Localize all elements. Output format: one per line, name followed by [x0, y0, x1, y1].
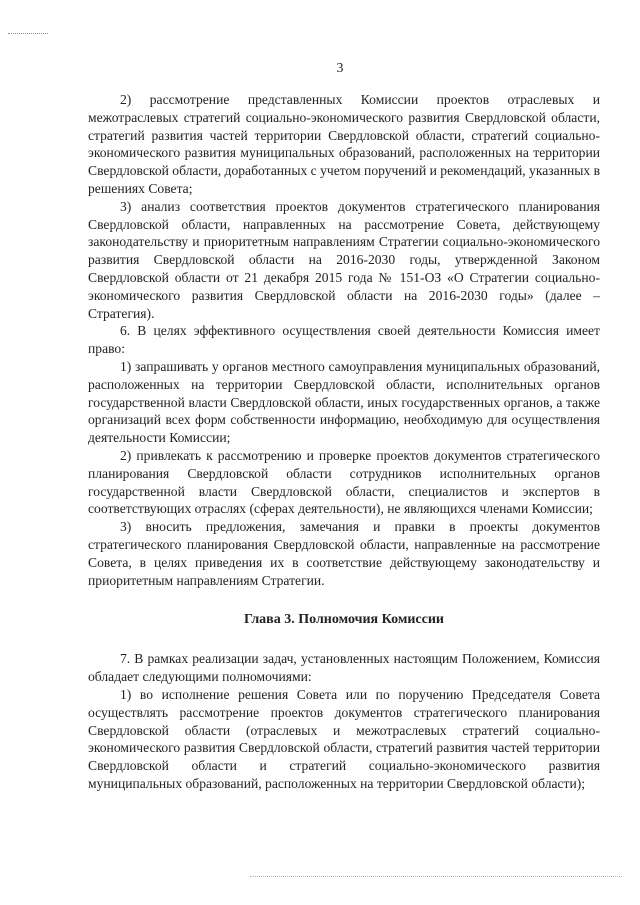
paragraph-item-3-analysis: 3) анализ соответствия проектов документов стратегического планирования Свердловской области, направленных на рассмотрение Совета, действующему законодательству и приоритетным направлениям Стратегии социально-экономического развития Свердловской области на 2016-2030 годы, утвержденной Законом Свердловской области от 21 декабря 2015 года № 151-ОЗ «О Стратегии социально-экономического развития Свердловской области на 2016-2030 годы» (далее – Стратегия). [88, 198, 600, 321]
paragraph-clause-7-powers: 7. В рамках реализации задач, установленных настоящим Положением, Комиссия обладает следующими полномочиями: [88, 651, 600, 685]
chapter-heading: Глава 3. Полномочия Комиссии [244, 612, 444, 628]
paragraph-power-1-review-projects: 1) во исполнение решения Совета или по поручению Председателя Совета осуществлять рассмотрение проектов документов стратегического планирования Свердловской области (отраслевых и межотраслевых стратегий социально-экономического развития Свердловской области, стратегий развития частей территории Свердловской области и стратегий социально-экономического развития муниципальных образований, расположенных на территории Свердловской области); [88, 686, 600, 791]
document-body [88, 91, 600, 793]
paragraph-clause-6-rights: 6. В целях эффективного осуществления своей деятельности Комиссия имеет право: [88, 323, 600, 357]
scan-edge-mark-top [8, 33, 48, 35]
scan-edge-mark-bottom [250, 876, 622, 878]
paragraph-right-1-request-info: 1) запрашивать у органов местного самоуправления муниципальных образований, расположенных на территории Свердловской области, исполнительных органов государственной власти Свердловской области, иных государственных органов, а также организаций всех форм собственности информацию, необходимую для осуществления деятельности Комиссии; [88, 358, 600, 446]
paragraph-right-3-make-proposals: 3) вносить предложения, замечания и правки в проекты документов стратегического планирования Свердловской области, направленные на рассмотрение Совета, в целях приведения их в соответствие действующему законодательству и приоритетным направлениям Стратегии. [88, 519, 600, 588]
paragraph-item-2-review: 2) рассмотрение представленных Комиссии проектов отраслевых и межотраслевых стратегий социально-экономического развития Свердловской области, стратегий развития частей территории Свердловской области, стратегий социально-экономического развития муниципальных образований, расположенных на территории Свердловской области, доработанных с учетом поручений и рекомендаций, указанных в решениях Совета; [88, 92, 600, 196]
page-number: 3 [336, 61, 344, 76]
paragraph-right-2-involve-experts: 2) привлекать к рассмотрению и проверке проектов документов стратегического планирования Свердловской области сотрудников исполнительных органов государственной власти Свердловской области, специалистов и экспертов в соответствующих отраслях (сферах деятельности), не являющихся членами Комиссии; [88, 447, 600, 517]
